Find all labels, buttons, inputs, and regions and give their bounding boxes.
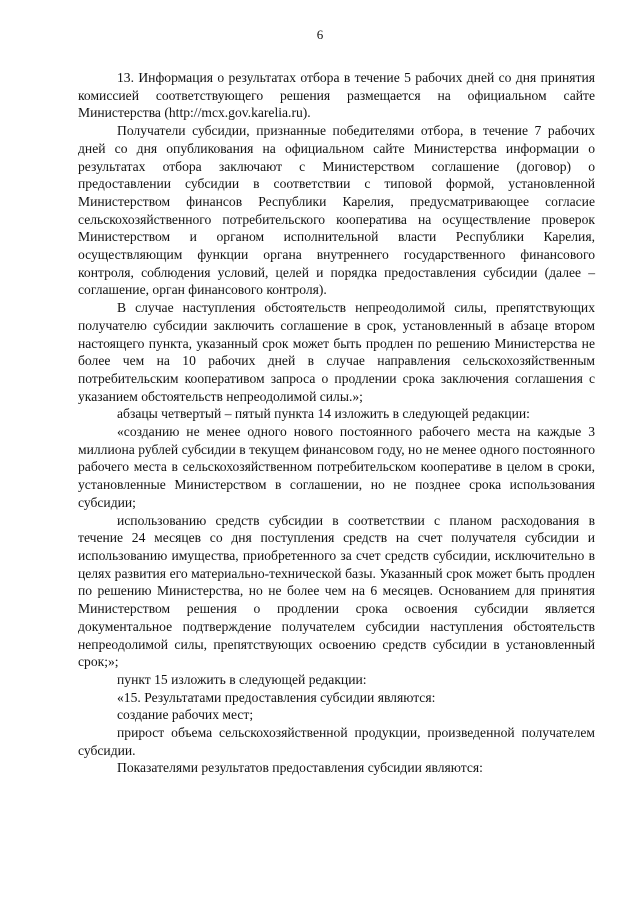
document-body xyxy=(78,69,595,777)
paragraph-subsidy-use: использованию средств субсидии в соответствии с планом расходования в течение 24 месяцев со дня поступления средств на счет получателя субсидии и использованию имущества, приобретенного за счет средств субсидии, исключительно в целях развития его материально-технической базы. Указанный срок может быть продлен по решению Министерства, но не более чем на 6 месяцев. Основанием для принятия Министерством решения о продлении срока освоения субсидии является документальное подтверждение получателем субсидии наступления обстоятельств непреодолимой силы, препятствующих освоению средств субсидии в установленный срок;»; xyxy=(78,512,595,670)
paragraph-agreement-conditions: Получатели субсидии, признанные победителями отбора, в течение 7 рабочих дней со дня опубликования на официальном сайте Министерства информации о результатах отбора заключают с Министерством соглашение (договор) о предоставлении субсидии в соответствии с типовой формой, установленной Министерством финансов Республики Карелия, предусматривающее согласие сельскохозяйственного потребительского кооператива на осуществление проверок Министерством и органом исполнительной власти Республики Карелия, осуществляющим функции органа внутреннего государственного финансового контроля, соблюдения условий, целей и порядка предоставления субсидии (далее – соглашение, орган финансового контроля). xyxy=(78,123,595,298)
paragraph-result-production: прирост объема сельскохозяйственной продукции, произведенной получателем субсидии. xyxy=(78,725,595,758)
paragraph-indicators-heading: Показателями результатов предоставления субсидии являются: xyxy=(117,760,483,776)
page-number: 6 xyxy=(316,27,324,42)
paragraph-item-13: 13. Информация о результатах отбора в течение 5 рабочих дней со дня принятия комиссией соответствующего решения размещается на официальном сайте Министерства (http://mcx.gov.karelia.ru). xyxy=(78,70,595,121)
paragraph-results-heading: «15. Результатами предоставления субсидии являются: xyxy=(117,689,436,705)
paragraph-job-creation: «созданию не менее одного нового постоянного рабочего места на каждые 3 миллиона рублей субсидии в текущем финансовом году, но не менее одного постоянного рабочего места в сельскохозяйственном потребительском кооперативе в целом в сроки, установленные Министерством в соглашении, но не позднее срока использования субсидии; xyxy=(78,424,595,510)
paragraph-amend-item-15: пункт 15 изложить в следующей редакции: xyxy=(117,671,367,687)
paragraph-result-jobs: создание рабочих мест; xyxy=(117,707,254,723)
paragraph-amend-item-14: абзацы четвертый – пятый пункта 14 изложить в следующей редакции: xyxy=(117,406,530,422)
paragraph-force-majeure: В случае наступления обстоятельств непреодолимой силы, препятствующих получателю субсидии заключить соглашение в срок, установленный в абзаце втором настоящего пункта, указанный срок может быть продлен по решению Министерства не более чем на 10 рабочих дней в случае направления сельскохозяйственным потребительским кооперативом запроса о продлении срока заключения соглашения с указанием обстоятельств непреодолимой силы.»; xyxy=(78,300,595,404)
